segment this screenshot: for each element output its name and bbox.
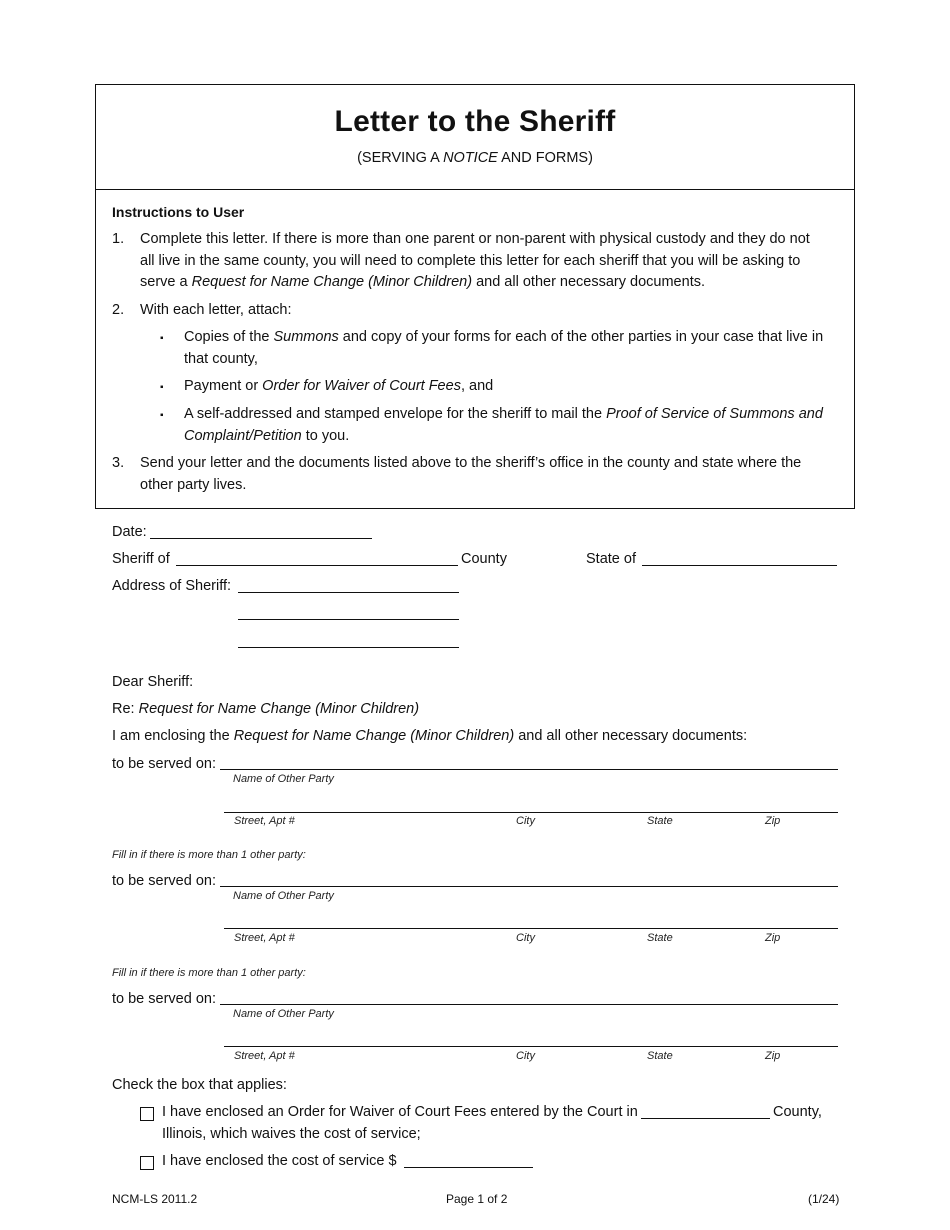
check-heading: Check the box that applies: (112, 1077, 287, 1093)
city-caption: City (516, 815, 535, 827)
cost-option-text: I have enclosed the cost of service $ (162, 1153, 397, 1169)
text: A self-addressed and stamped envelope for the sheriff to mail the (184, 406, 607, 422)
state-caption: State (647, 1050, 673, 1062)
fill-in-note: Fill in if there is more than 1 other party: (112, 967, 306, 979)
waiver-county-field[interactable] (641, 1118, 770, 1119)
item-2-number: 2. (112, 302, 125, 318)
subtitle-text: (SERVING A (357, 150, 444, 166)
text: to you. (301, 427, 350, 444)
header-divider (96, 189, 854, 190)
waiver-checkbox[interactable] (140, 1107, 154, 1121)
address-of-sheriff-label: Address of Sheriff: (112, 578, 232, 594)
text: and copy of your forms for each of the other parties in your case that live in (338, 329, 824, 345)
other-party-address-field[interactable] (224, 812, 838, 813)
form-id: NCM-LS 2011.2 (112, 1192, 198, 1206)
sheriff-state-field[interactable] (642, 565, 837, 566)
state-of-label: State of (586, 551, 636, 567)
bullet-icon: ▪ (160, 333, 164, 344)
text: and all other necessary documents: (514, 728, 748, 744)
text: and all other necessary documents. (472, 274, 705, 290)
page-title: Letter to the Sheriff (334, 105, 616, 138)
page-number: Page 1 of 2 (446, 1192, 508, 1206)
waiver-county-label: County, (773, 1104, 822, 1120)
salutation: Dear Sheriff: (112, 674, 194, 690)
street-caption: Street, Apt # (234, 1050, 295, 1062)
bullet-item (184, 376, 844, 398)
text: , and (460, 378, 494, 394)
item-1-line: all live in the same county, you will need to complete this letter for each sheriff that you will be asking to (140, 252, 801, 269)
served-on-label: to be served on: (112, 991, 216, 1007)
zip-caption: Zip (765, 815, 781, 827)
text: Re: (112, 701, 139, 717)
instruction-item-2: With each letter, attach: (140, 302, 292, 318)
other-party-address-field[interactable] (224, 928, 838, 929)
bullet-icon: ▪ (160, 382, 164, 393)
item-1-number: 1. (112, 231, 125, 247)
revision-date: (1/24) (808, 1192, 840, 1206)
sheriff-of-label: Sheriff of (112, 551, 170, 567)
other-party-name-field[interactable] (220, 769, 838, 770)
name-caption: Name of Other Party (233, 773, 334, 785)
other-party-name-field[interactable] (220, 886, 838, 887)
item-1-line: Complete this letter. If there is more than one parent or non-parent with physical custody and they do not (140, 231, 810, 247)
name-caption: Name of Other Party (233, 1008, 334, 1020)
other-party-address-field[interactable] (224, 1046, 838, 1047)
item-3-number: 3. (112, 455, 125, 471)
italic-text: Complaint/Petition (184, 427, 302, 444)
zip-caption: Zip (765, 1050, 781, 1062)
italic-text: Request for Name Change (Minor Children) (191, 274, 473, 290)
county-label: County (461, 551, 507, 567)
sheriff-address-line-2[interactable] (238, 619, 459, 620)
state-caption: State (647, 815, 673, 827)
state-caption: State (647, 932, 673, 944)
text: other party lives. (140, 476, 247, 493)
sheriff-address-line-1[interactable] (238, 592, 459, 593)
served-on-label: to be served on: (112, 873, 216, 889)
italic-text: Proof of Service of Summons and (606, 406, 823, 422)
subtitle-text-end: AND FORMS) (497, 150, 593, 166)
waiver-option-text-2: Illinois, which waives the cost of service; (162, 1126, 421, 1142)
bullet-item (184, 327, 844, 370)
re-line (112, 701, 419, 717)
text: Copies of the (184, 329, 274, 345)
instruction-item-1 (140, 229, 840, 294)
name-caption: Name of Other Party (233, 890, 334, 902)
fill-in-note: Fill in if there is more than 1 other party: (112, 849, 306, 861)
text: Payment or (184, 378, 263, 394)
subtitle-italic: NOTICE (443, 150, 498, 166)
italic-text: Request for Name Change (Minor Children) (233, 728, 515, 744)
city-caption: City (516, 932, 535, 944)
sheriff-county-field[interactable] (176, 565, 458, 566)
italic-text: Request for Name Change (Minor Children) (138, 701, 420, 717)
date-field[interactable] (150, 538, 372, 539)
instructions-box (95, 84, 855, 509)
instructions-heading: Instructions to User (112, 204, 245, 220)
waiver-option-text: I have enclosed an Order for Waiver of Court Fees entered by the Court in (162, 1104, 638, 1120)
date-label: Date: (112, 524, 147, 540)
text: that county, (184, 350, 258, 367)
page-subtitle (96, 150, 854, 166)
text: serve a (140, 274, 192, 290)
bullet-item (184, 404, 844, 447)
bullet-icon: ▪ (160, 410, 164, 421)
street-caption: Street, Apt # (234, 815, 295, 827)
item-1-line (140, 272, 840, 294)
instruction-item-3 (140, 453, 840, 496)
cost-checkbox[interactable] (140, 1156, 154, 1170)
enclosing-statement (112, 728, 747, 744)
italic-text: Order for Waiver of Court Fees (262, 378, 461, 394)
text: Send your letter and the documents listed above to the sheriff’s office in the county and state where the (140, 455, 802, 471)
street-caption: Street, Apt # (234, 932, 295, 944)
sheriff-address-line-3[interactable] (238, 647, 459, 648)
italic-text: Summons (273, 329, 339, 345)
served-on-label: to be served on: (112, 756, 216, 772)
zip-caption: Zip (765, 932, 781, 944)
city-caption: City (516, 1050, 535, 1062)
cost-amount-field[interactable] (404, 1167, 533, 1168)
other-party-name-field[interactable] (220, 1004, 838, 1005)
text: I am enclosing the (112, 728, 234, 744)
